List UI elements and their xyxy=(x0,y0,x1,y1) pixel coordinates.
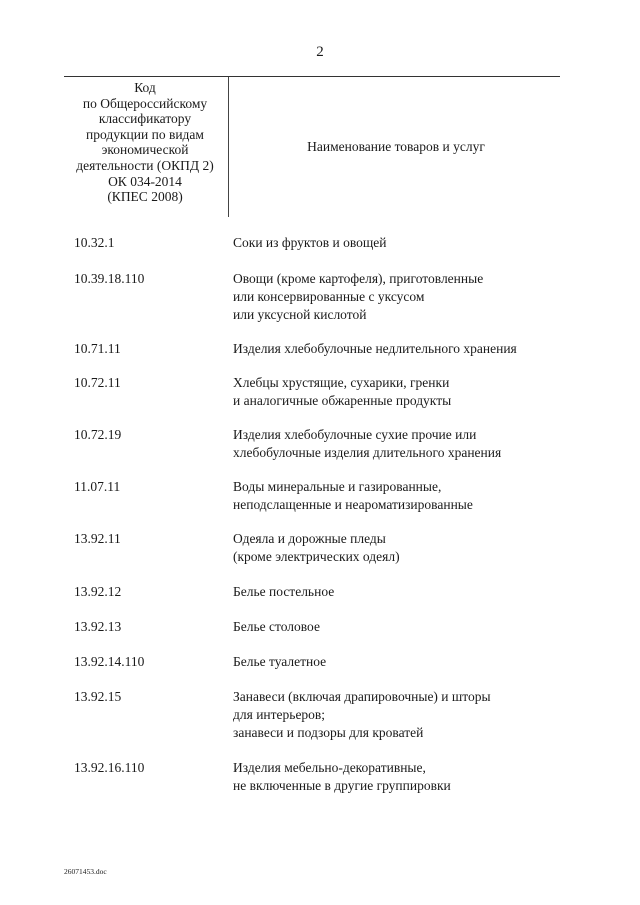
row-code: 10.72.19 xyxy=(74,427,122,442)
table-header-rule xyxy=(64,76,560,77)
row-name xyxy=(233,426,573,462)
row-name-line: Воды минеральные и газированные, xyxy=(233,479,442,494)
row-name-line: Белье туалетное xyxy=(233,654,327,669)
row-name-line: Занавеси (включая драпировочные) и шторы xyxy=(233,689,491,704)
column-header-code-line: Код xyxy=(134,80,156,95)
row-name-line: или уксусной кислотой xyxy=(233,306,367,322)
column-header-code-line: по Общероссийскому xyxy=(82,95,208,111)
row-name-line: занавеси и подзоры для кроватей xyxy=(233,724,424,740)
row-code: 10.71.11 xyxy=(74,341,121,356)
column-header-code-line: ОК 034-2014 xyxy=(108,173,182,189)
row-name xyxy=(233,478,573,514)
table-header-divider xyxy=(228,77,229,217)
column-header-name: Наименование товаров и услуг xyxy=(307,139,485,154)
row-code: 13.92.15 xyxy=(74,689,122,704)
row-name-line: Овощи (кроме картофеля), приготовленные xyxy=(233,271,484,286)
row-code: 13.92.12 xyxy=(74,584,122,599)
row-name-line: Изделия мебельно-декоративные, xyxy=(233,760,426,775)
row-name xyxy=(233,688,573,741)
row-code: 13.92.14.110 xyxy=(74,654,145,669)
row-code: 13.92.11 xyxy=(74,531,121,546)
document-filename: 26071453.doc xyxy=(64,867,107,876)
row-name xyxy=(233,759,573,795)
column-header-code-line: экономической xyxy=(101,142,189,158)
row-name xyxy=(233,270,573,323)
row-name xyxy=(233,374,573,410)
row-name-line: Хлебцы хрустящие, сухарики, гренки xyxy=(233,375,450,390)
row-name-line: хлебобулочные изделия длительного хранения xyxy=(233,444,502,460)
row-name xyxy=(233,583,573,601)
column-header-code-line: продукции по видам xyxy=(86,126,204,142)
row-code: 10.39.18.110 xyxy=(74,271,145,286)
row-name-line: неподслащенные и неароматизированные xyxy=(233,496,473,512)
row-code: 13.92.16.110 xyxy=(74,760,145,775)
row-name-line: Изделия хлебобулочные недлительного хранения xyxy=(233,341,517,356)
row-name-line: Соки из фруктов и овощей xyxy=(233,235,387,250)
row-name-line: или консервированные с уксусом xyxy=(233,288,425,304)
row-name xyxy=(233,618,573,636)
row-name-line: для интерьеров; xyxy=(233,706,326,722)
row-code: 13.92.13 xyxy=(74,619,122,634)
row-name-line: (кроме электрических одеял) xyxy=(233,548,400,564)
row-name-line: Изделия хлебобулочные сухие прочие или xyxy=(233,427,477,442)
column-header-code xyxy=(64,80,226,205)
column-header-code-line: классификатору xyxy=(98,111,192,127)
page-number: 2 xyxy=(316,44,324,60)
row-name xyxy=(233,530,573,566)
row-name xyxy=(233,653,573,671)
row-name xyxy=(233,340,573,358)
column-header-code-line: (КПЕС 2008) xyxy=(107,189,183,205)
row-name-line: и аналогичные обжаренные продукты xyxy=(233,392,452,408)
row-code: 10.72.11 xyxy=(74,375,121,390)
column-header-code-line: деятельности (ОКПД 2) xyxy=(76,157,214,173)
row-code: 10.32.1 xyxy=(74,235,115,250)
row-name-line: не включенные в другие группировки xyxy=(233,777,451,793)
row-name-line: Белье постельное xyxy=(233,584,335,599)
row-name-line: Одеяла и дорожные пледы xyxy=(233,531,386,546)
row-name-line: Белье столовое xyxy=(233,619,320,634)
row-name xyxy=(233,234,573,252)
row-code: 11.07.11 xyxy=(74,479,121,494)
